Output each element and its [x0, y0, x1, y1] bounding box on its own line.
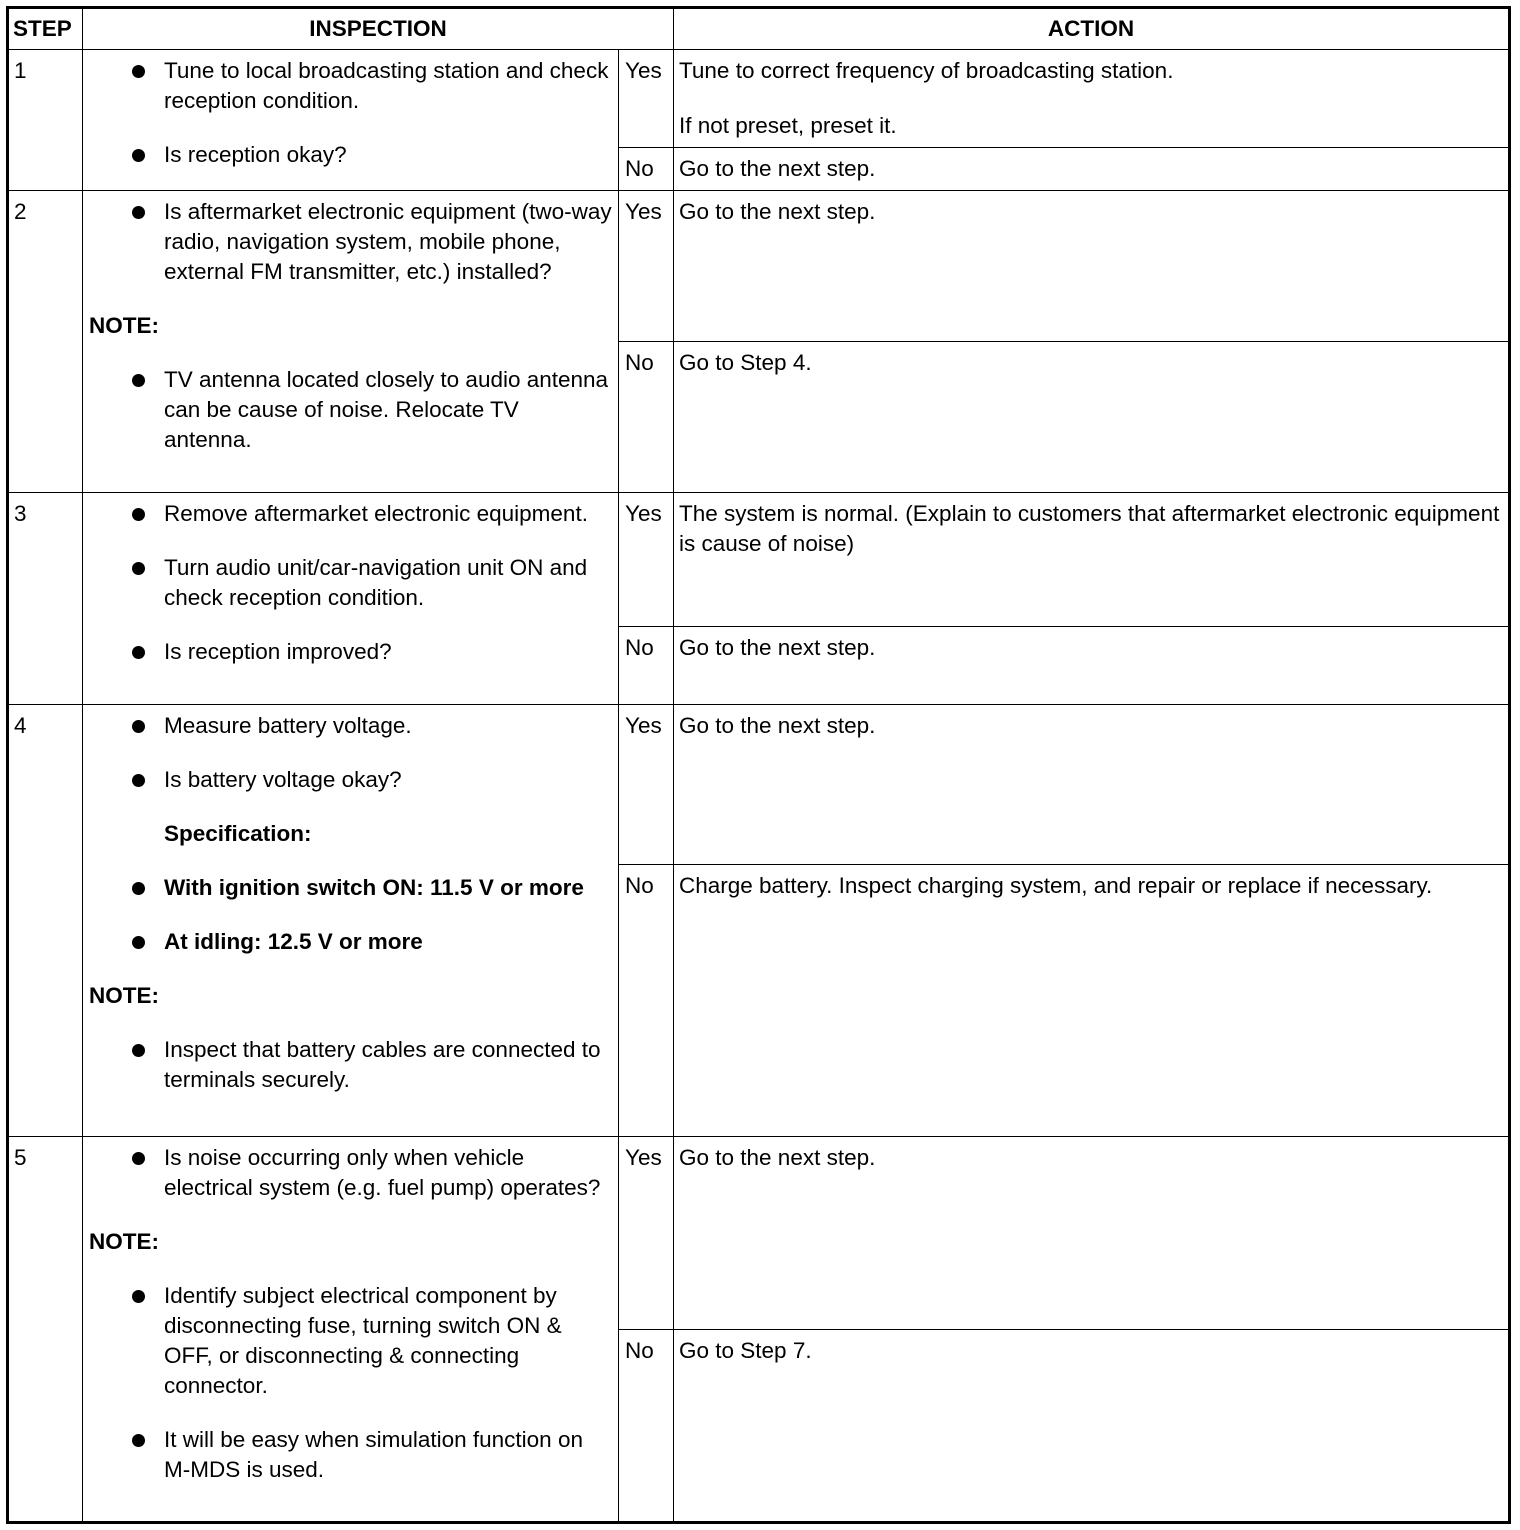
- table-row: [8, 191, 1510, 342]
- bullet-icon: [132, 774, 145, 787]
- specification-item: At idling: 12.5 V or more: [89, 927, 612, 957]
- no-label: No: [619, 865, 674, 1137]
- table-row: [8, 1137, 1510, 1330]
- no-action: Go to the next step.: [674, 148, 1510, 191]
- step-number: 1: [8, 50, 83, 191]
- inspection-cell: [83, 493, 619, 705]
- specification-item: With ignition switch ON: 11.5 V or more: [89, 873, 612, 903]
- bullet-icon: [132, 374, 145, 387]
- note-item: TV antenna located closely to audio antenna can be cause of noise. Relocate TV antenna.: [89, 365, 612, 455]
- note-item: Inspect that battery cables are connected to terminals securely.: [89, 1035, 612, 1095]
- header-row: [8, 8, 1510, 50]
- note-item: Identify subject electrical component by disconnecting fuse, turning switch ON & OFF, or disconnecting & connecting connector.: [89, 1281, 612, 1401]
- yes-label: Yes: [619, 50, 674, 148]
- step-number: 2: [8, 191, 83, 493]
- no-action: Charge battery. Inspect charging system, and repair or replace if necessary.: [674, 865, 1510, 1137]
- inspection-item: Measure battery voltage.: [89, 711, 612, 741]
- step-number: 4: [8, 705, 83, 1137]
- bullet-icon: [132, 206, 145, 219]
- action-column-header: ACTION: [674, 8, 1510, 50]
- inspection-item: Is reception improved?: [89, 637, 612, 667]
- inspection-column-header: INSPECTION: [83, 8, 674, 50]
- yes-label: Yes: [619, 191, 674, 342]
- bullet-icon: [132, 882, 145, 895]
- note-label: NOTE:: [89, 1229, 159, 1254]
- bullet-icon: [132, 1290, 145, 1303]
- bullet-icon: [132, 508, 145, 521]
- step-number: 5: [8, 1137, 83, 1523]
- no-action: Go to Step 4.: [674, 342, 1510, 493]
- yes-action: Go to the next step.: [674, 191, 1510, 342]
- bullet-icon: [132, 149, 145, 162]
- no-label: No: [619, 342, 674, 493]
- yes-action: The system is normal. (Explain to customers that aftermarket electronic equipment is cause of noise): [674, 493, 1510, 627]
- no-label: No: [619, 1330, 674, 1523]
- no-action: Go to the next step.: [674, 627, 1510, 705]
- no-action: Go to Step 7.: [674, 1330, 1510, 1523]
- inspection-cell: [83, 191, 619, 493]
- table-row: [8, 50, 1510, 148]
- bullet-icon: [132, 720, 145, 733]
- inspection-item: Turn audio unit/car-navigation unit ON and check reception condition.: [89, 553, 612, 613]
- note-label: NOTE:: [89, 313, 159, 338]
- specification-label: Specification:: [164, 821, 312, 846]
- diagnostic-procedure-table: [6, 6, 1511, 1524]
- inspection-item: Remove aftermarket electronic equipment.: [89, 499, 612, 529]
- bullet-icon: [132, 65, 145, 78]
- inspection-item: Is reception okay?: [89, 140, 612, 170]
- no-label: No: [619, 627, 674, 705]
- inspection-item: Is noise occurring only when vehicle electrical system (e.g. fuel pump) operates?: [89, 1143, 612, 1203]
- table-row: [8, 705, 1510, 865]
- step-column-header: STEP: [8, 8, 83, 50]
- inspection-item: Is battery voltage okay?: [89, 765, 612, 795]
- inspection-cell: [83, 50, 619, 191]
- yes-label: Yes: [619, 1137, 674, 1330]
- step-number: 3: [8, 493, 83, 705]
- inspection-cell: [83, 1137, 619, 1523]
- yes-label: Yes: [619, 705, 674, 865]
- yes-action: Tune to correct frequency of broadcasting station. If not preset, preset it.: [674, 50, 1510, 148]
- table-row: [8, 493, 1510, 627]
- bullet-icon: [132, 646, 145, 659]
- bullet-icon: [132, 1152, 145, 1165]
- bullet-icon: [132, 1044, 145, 1057]
- yes-label: Yes: [619, 493, 674, 627]
- yes-action: Go to the next step.: [674, 1137, 1510, 1330]
- inspection-item: Is aftermarket electronic equipment (two-way radio, navigation system, mobile phone, external FM transmitter, etc.) installed?: [89, 197, 612, 287]
- inspection-cell: [83, 705, 619, 1137]
- bullet-icon: [132, 1434, 145, 1447]
- note-label: NOTE:: [89, 983, 159, 1008]
- yes-action: Go to the next step.: [674, 705, 1510, 865]
- inspection-item: Tune to local broadcasting station and check reception condition.: [89, 56, 612, 116]
- bullet-icon: [132, 562, 145, 575]
- no-label: No: [619, 148, 674, 191]
- note-item: It will be easy when simulation function on M-MDS is used.: [89, 1425, 612, 1485]
- bullet-icon: [132, 936, 145, 949]
